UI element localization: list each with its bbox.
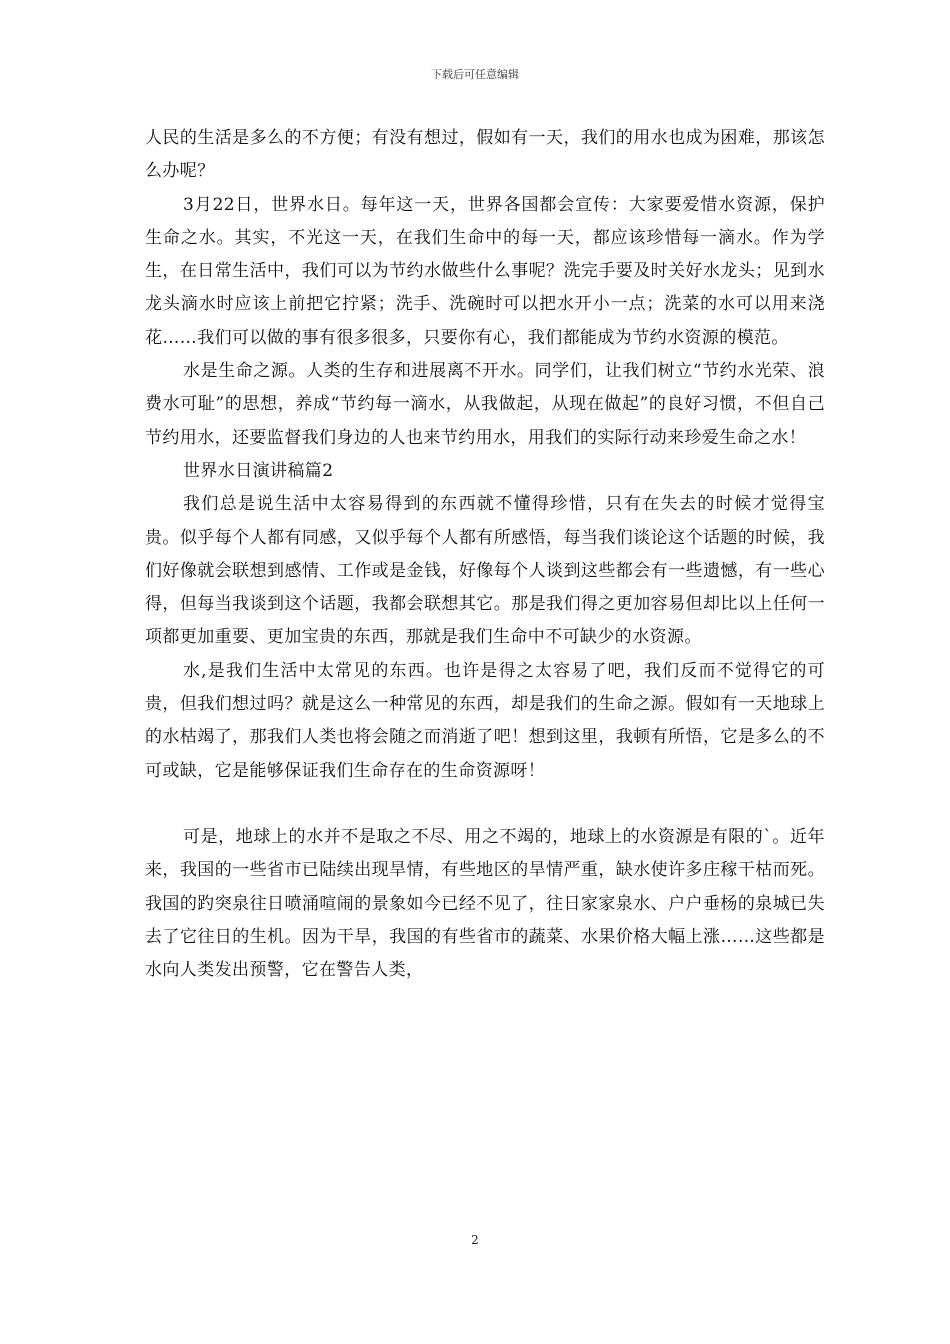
- page-number: 2: [471, 1233, 479, 1247]
- blank-line: [145, 788, 825, 821]
- page-header: 下载后可任意编辑: [431, 68, 519, 81]
- paragraph-source-of-life: 水是生命之源。人类的生存和进展离不开水。同学们，让我们树立“节约水光荣、浪费水可耻”的思想，养成“节约每一滴水，从我做起，从现在做起”的良好习惯，不但自己节约用水，还要监督我们身边的人也来节约用水，用我们的实际行动来珍爱生命之水！: [145, 361, 825, 448]
- paragraph-limited-resources: 可是，地球上的水并不是取之不尽、用之不竭的，地球上的水资源是有限的`。近年来，我国的一些省市已陆续出现旱情，有些地区的旱情严重，缺水使许多庄稼干枯而死。我国的趵突泉往日喷涌喧闹的景象如今已经不见了，往日家家泉水、户户垂杨的泉城已失去了它往日的生机。因为干旱，我国的有些省市的蔬菜、水果价格大幅上涨……这些都是水向人类发出预警，它在警告人类，: [145, 826, 825, 981]
- paragraph-common-thing: 水,是我们生活中太常见的东西。也许是得之太容易了吧，我们反而不觉得它的可贵，但我们想过吗？就是这么一种常见的东西，却是我们的生命之源。假如有一天地球上的水枯竭了，那我们人类也将会随之而消逝了吧！想到这里，我顿有所悟，它是多么的不可或缺，它是能够保证我们生命存在的生命资源呀！: [145, 660, 825, 781]
- paragraph-cherish: 我们总是说生活中太容易得到的东西就不懂得珍惜，只有在失去的时候才觉得宝贵。似乎每个人都有同感，又似乎每个人都有所感悟，每当我们谈论这个话题的时候，我们好像就会联想到感情、工作或是金钱，好像每个人谈到这些都会有一些遗憾，有一些心得，但每当我谈到这个话题，我都会联想其它。那是我们得之更加容易但却比以上任何一项都更加重要、更加宝贵的东西，那就是我们生命中不可缺少的水资源。: [145, 494, 825, 648]
- section-heading: 世界水日演讲稿篇2: [183, 460, 334, 481]
- paragraph-continuation: 人民的生活是多么的不方便；有没有想过，假如有一天，我们的用水也成为困难，那该怎么办呢？: [145, 128, 825, 182]
- document-body: [145, 122, 825, 987]
- paragraph-world-water-day: 3月22日，世界水日。每年这一天，世界各国都会宣传：大家要爱惜水资源，保护生命之水。其实，不光这一天，在我们生命中的每一天，都应该珍惜每一滴水。作为学生，在日常生活中，我们可以为节约水做些什么事呢？洗完手要及时关好水龙头；见到水龙头滴水时应该上前把它拧紧；洗手、洗碗时可以把水开小一点；洗菜的水可以用来浇花……我们可以做的事有很多很多，只要你有心，我们都能成为节约水资源的模范。: [145, 194, 825, 348]
